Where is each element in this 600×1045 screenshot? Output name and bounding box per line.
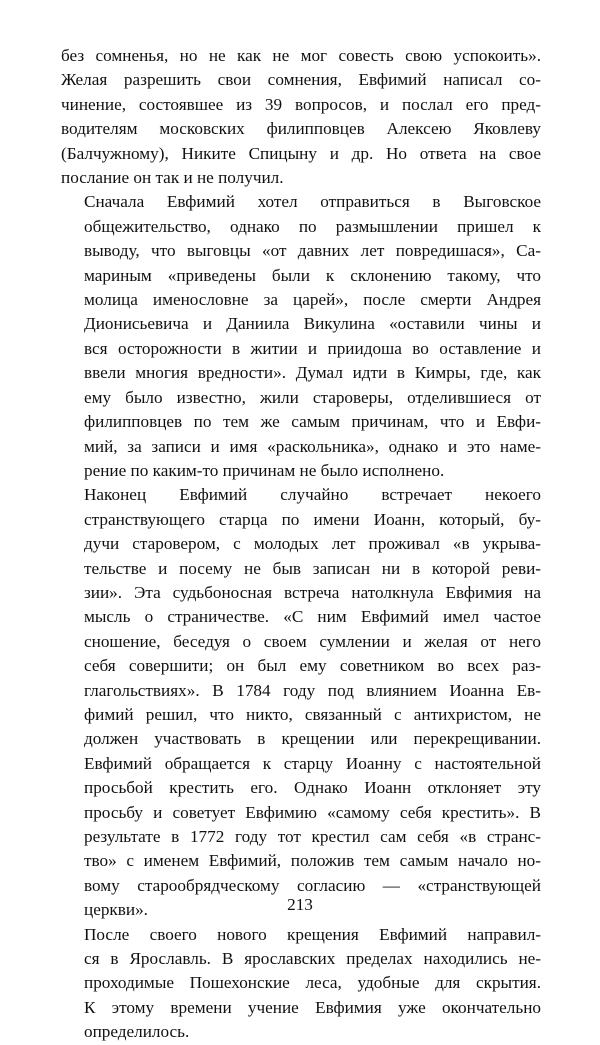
text-line: После своего нового крещения Евфимий направил- [84,924,541,944]
text-line: без сомненья, но не как не мог совесть свою успокоить». [61,46,541,65]
text-line: Дионисьевича и Даниила Викулина «оставили чины и [84,314,541,334]
text-line: водителям московских филипповцев Алексею Яковлеву [61,119,541,139]
text-line: просьбой крестить его. Однако Иоанн отклоняет эту [84,778,541,798]
text-line: просьбу и советует Евфимию «самому себя крестить». В [84,802,541,822]
text-line: церкви». [84,900,148,920]
text-line: филипповцев по тем же самым причинам, что и Евфи- [84,412,541,432]
text-line: чинение, состоявшее из 39 вопросов, и послал его пред- [61,94,541,114]
text-line: Желая разрешить свои сомнения, Евфимий написал со- [61,70,541,90]
text-line: странствующего старца по имени Иоанн, который, бу- [84,509,541,529]
text-line: определилось. [84,1022,190,1042]
paragraph [61,923,541,1045]
text-line: вому старообрядческому согласию — «странствующей [84,875,541,895]
text-line: мий, за записи и имя «раскольника», однако и это наме- [84,436,541,456]
text-line: тельстве и посему не быв записан ни в которой реви- [84,558,541,578]
text-line: послание он так и не получил. [61,168,284,188]
text-line: проходимые Пошехонские леса, удобные для скрытия. [84,973,541,993]
text-line: К этому времени учение Евфимия уже окончательно [84,997,541,1017]
text-line: вся осторожности в житии и приидоша во оставление и [84,338,541,358]
text-line: молица именословне за царей», после смерти Андрея [84,290,541,310]
text-line: ся в Ярославль. В ярославских пределах находились не- [84,949,541,969]
text-line: мариным «приведены были к склонению такому, что [84,265,541,285]
text-line: Сначала Евфимий хотел отправиться в Выговское [84,192,541,212]
paragraph [61,483,541,922]
text-line: выводу, что выговцы «от давних лет повредишася», Са- [84,241,541,261]
text-line: себя совершити; он был ему советником во всех раз- [84,656,541,676]
text-line: тво» с именем Евфимий, положив тем самым начало но- [84,851,541,871]
text-line: результате в 1772 году тот крестил сам себя «в странс- [84,827,541,846]
text-line: (Балчужному), Никите Спицыну и др. Но ответа на свое [61,143,541,163]
text-line: зии». Эта судьбоносная встреча натолкнула Евфимия на [84,582,541,602]
text-line: должен участвовать в крещении или перекрещивании. [84,729,541,749]
text-line: Наконец Евфимий случайно встречает некоего [84,485,541,505]
text-line: мысль о страничестве. «С ним Евфимий имел частое [84,607,541,627]
text-line: общежительство, однако по размышлении пришел к [84,216,541,236]
paragraph [61,44,541,190]
text-line: ввели многия вредности». Думал идти в Кимры, где, как [84,363,541,383]
text-line: ему было известно, жили староверы, отделившиеся от [84,387,541,407]
text-line: глагольствиях». В 1784 году под влиянием Иоанна Ев- [84,680,541,700]
text-line: Евфимий обращается к старцу Иоанну с настоятельной [84,753,541,773]
text-line: дучи старовером, с молодых лет проживал «в укрыва- [84,534,541,554]
text-line: сношение, беседуя о своем сумлении и желая от него [84,631,541,651]
paragraph [61,190,541,483]
text-line: рение по каким-то причинам не было исполнено. [84,460,445,480]
text-line: фимий решил, что никто, связанный с антихристом, не [84,704,541,724]
page-number: 213 [287,895,313,914]
